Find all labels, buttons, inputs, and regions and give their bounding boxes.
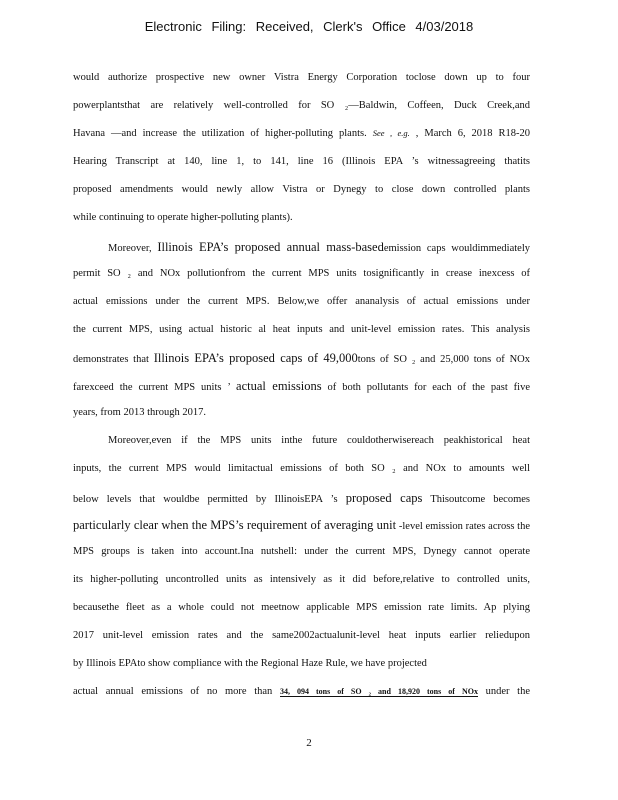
body-text: Moreover, bbox=[108, 243, 158, 254]
body-line bbox=[108, 240, 530, 255]
body-text: , March 6, 2018 R18-20 bbox=[409, 128, 531, 139]
body-line: its higher-polluting uncontrolled units as intensively as it did before,relative to controlled units, bbox=[73, 574, 530, 585]
body-text: actual annual emissions of no more than bbox=[73, 686, 280, 697]
body-line: years, from 2013 through 2017. bbox=[73, 407, 206, 418]
body-line: powerplantsthat are relatively well-controlled for SO ₂—Baldwin, Coffeen, Duck Creek,and bbox=[73, 100, 530, 111]
body-line bbox=[73, 351, 530, 366]
body-text: emission caps wouldimmediately bbox=[383, 243, 530, 254]
body-line: Moreover,even if the MPS units inthe future couldotherwisereach peakhistorical heat bbox=[108, 435, 530, 446]
citation-signal: See , e.g. bbox=[372, 128, 410, 138]
emphasis-text: particularly clear when the MPS’s requirement of averaging unit bbox=[73, 518, 397, 532]
body-text: Havana —and increase the utilization of higher-polluting plants. bbox=[73, 128, 373, 139]
body-line bbox=[73, 518, 530, 533]
body-line: inputs, the current MPS would limitactual emissions of both SO ₂ and NOx to amounts well bbox=[73, 463, 530, 474]
body-line: actual emissions under the current MPS. Below,we offer ananalysis of actual emissions under bbox=[73, 296, 530, 307]
emphasis-text: proposed caps bbox=[345, 491, 423, 505]
body-text: of both pollutants for each of the past five bbox=[321, 382, 530, 393]
body-line: proposed amendments would newly allow Vistra or Dynegy to close down controlled plants bbox=[73, 184, 530, 195]
body-line bbox=[73, 686, 530, 697]
body-line: by Illinois EPAto show compliance with the Regional Haze Rule, we have projected bbox=[73, 658, 427, 669]
body-text: under the bbox=[477, 686, 530, 697]
emphasis-text: Illinois EPA’s proposed caps of 49,000 bbox=[153, 351, 358, 365]
filing-header: Electronic Filing: Received, Clerk's Office 4/03/2018 bbox=[144, 19, 474, 34]
body-line: while continuing to operate higher-polluting plants). bbox=[73, 212, 293, 223]
body-line bbox=[73, 128, 530, 139]
body-line: becausethe fleet as a whole could not meetnow applicable MPS emission rate limits. Ap plying bbox=[73, 602, 530, 613]
body-line: 2017 unit-level emission rates and the same2002actualunit-level heat inputs earlier reliedupon bbox=[73, 630, 530, 641]
body-text: farexceed the current MPS units ’ bbox=[73, 382, 237, 393]
body-text: Thisoutcome becomes bbox=[422, 494, 530, 505]
emphasis-text: Illinois EPA’s proposed annual mass-based bbox=[157, 240, 384, 254]
emphasis-text: actual emissions bbox=[236, 379, 322, 393]
body-line: MPS groups is taken into account.Ina nutshell: under the current MPS, Dynegy cannot operate bbox=[73, 546, 530, 557]
body-text: -level emission rates across the bbox=[396, 521, 530, 532]
body-line: the current MPS, using actual historic al heat inputs and unit-level emission rates. This analysis bbox=[73, 324, 530, 335]
underlined-figures: 34, 094 tons of SO ₂ and 18,920 tons of NOx bbox=[279, 687, 478, 696]
body-text: tons of SO ₂ and 25,000 tons of NOx bbox=[357, 354, 530, 365]
body-text: demonstrates that bbox=[73, 354, 154, 365]
body-text: below levels that wouldbe permitted by IllinoisEPA ’s bbox=[73, 494, 346, 505]
body-line: permit SO ₂ and NOx pollutionfrom the current MPS units tosignificantly in crease inexcess of bbox=[73, 268, 530, 279]
body-line bbox=[73, 491, 530, 506]
body-line: Hearing Transcript at 140, line 1, to 141, line 16 (Illinois EPA ’s witnessagreeing thatits bbox=[73, 156, 530, 167]
body-line: would authorize prospective new owner Vistra Energy Corporation toclose down up to four bbox=[73, 72, 530, 83]
page-number: 2 bbox=[306, 737, 312, 749]
body-line bbox=[73, 379, 530, 394]
